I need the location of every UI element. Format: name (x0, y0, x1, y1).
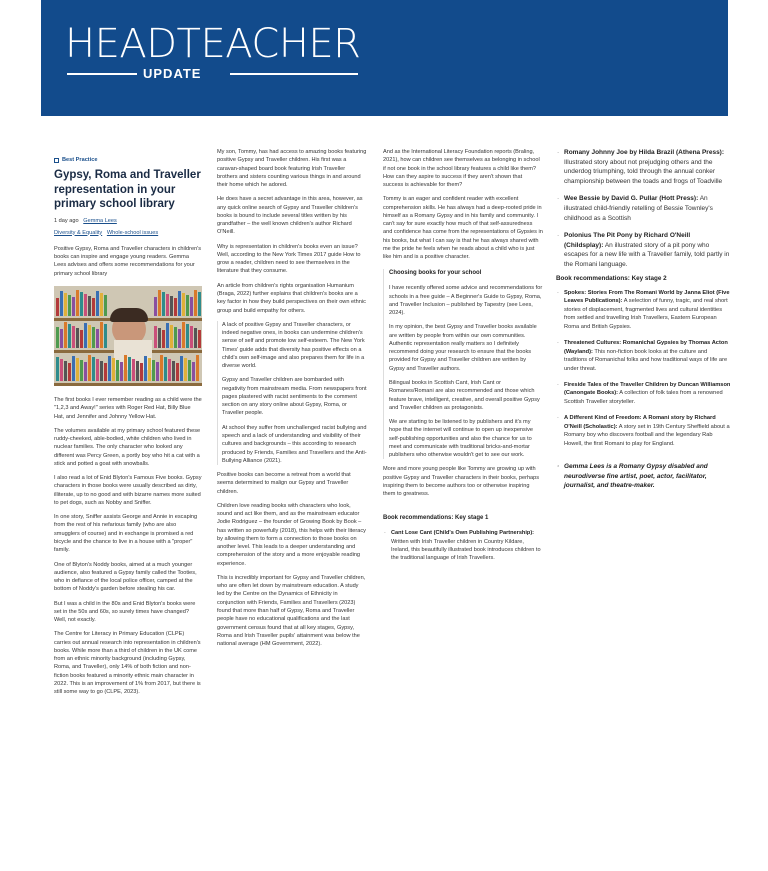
book-spine (170, 325, 173, 348)
book-title: Threatened Cultures: Romanichal Gypsies by Thomas Acton (Wayland): (564, 340, 728, 355)
paragraph: The Centre for Literacy in Primary Education (CLPE) carries out annual research into representation in children's books. While more than a third of children in the UK come from an ethnic minority background (including Gypsy, Roma, and Traveller), only 14% of both fiction and non-fiction books featured a minority ethnic main character in 2022. This is an improvement of 1% from 2017, but there is still some way to go (CLPE, 2023). (54, 631, 201, 696)
book-spine (162, 292, 165, 316)
book-description: An illustrated story of a pit pony who escapes for a new life with a Traveller family, told partly in the Romani language. (564, 241, 730, 269)
paragraph: My son, Tommy, has had access to amazing books featuring positive Gypsy and Traveller children. His first was a caravan-shaped board book featuring Irish Traveller brothers and sisters counting various things in and around their home which he adored. (217, 149, 367, 189)
book-spine (184, 358, 187, 381)
article-tags (54, 229, 202, 237)
section-heading: Choosing books for your school (389, 270, 482, 277)
paragraph: This is incredibly important for Gypsy and Traveller children, who are often let down by mainstream education. A study led by the Centre on the Dynamics of Ethnicity in conjunction with Friends, Families and Travellers (2023) found that more than half of Gypsy, Roma and Traveller people have no educational qualifications and the last government census found that at all key stages, Gypsy, Roma and Irish Traveller pupils' attainment was below the national average (HM Government, 2022). (217, 574, 366, 648)
book-spine (174, 298, 177, 316)
site-logo-title[interactable]: HEADTEACHER (65, 21, 361, 67)
book-spine (176, 363, 179, 381)
book-spine (166, 323, 169, 348)
book-spine (162, 330, 165, 348)
paragraph: But I was a child in the 80s and Enid Blyton's books were set in the 50s and 60s, so surely times have changed? Well, not exactly. (54, 600, 196, 624)
book-spine (178, 291, 181, 316)
book-spine (190, 326, 193, 348)
paragraph: The first books I ever remember reading as a child were the "1,2,3 and Away!" series with Roger Red Hat, Billy Blue Hat, and Jennifer and Johnny Yellow Hat. (54, 396, 202, 420)
book-spine (88, 325, 91, 348)
book-spine (156, 362, 159, 381)
book-title: Polonius The Pit Pony by Richard O'Neill (Childsplay): (564, 232, 691, 249)
list-item (556, 339, 731, 373)
ks1-list-continued (556, 148, 731, 270)
book-spine (84, 362, 87, 381)
publish-time: 1 day ago (54, 218, 79, 225)
book-spine (64, 293, 67, 316)
book-spine (92, 298, 95, 316)
book-spine (72, 356, 75, 381)
book-spine (100, 322, 103, 348)
article-column-4 (556, 148, 731, 499)
section-heading: Book recommendations: Key stage 1 (383, 515, 489, 522)
list-item (556, 231, 731, 269)
book-spine (116, 360, 119, 381)
paragraph: An article from children's rights organisation Humanium (Braga, 2022) further explains that children's books are a key factor in how they build perspectives on their own ethnic group and build empathy for others. (217, 282, 366, 314)
book-spine (112, 358, 115, 381)
book-spine (88, 355, 91, 381)
section-heading: Book recommendations: Key stage 2 (556, 274, 667, 282)
paragraph: Bilingual books in Scottish Cant, Irish Cant or Romanes/Romani are also recommended and those which feature brave, intelligent, creative, and overall positive Gypsy and Traveller children as protagonists. (389, 379, 540, 411)
book-spine (186, 324, 189, 348)
list-item (556, 414, 731, 448)
author-link[interactable]: Gemma Lees (83, 218, 117, 225)
book-title: Romany Johnny Joe by Hilda Brazil (Athena Press): (564, 149, 725, 156)
book-spine (158, 328, 161, 348)
book-spine (152, 360, 155, 381)
book-description: Written with Irish Traveller children in Country Kildare, Ireland, this beautifully illustrated book introduces children to the traditional language of Irish Travellers. (391, 538, 541, 562)
category-text: Best Practice (62, 157, 98, 163)
bookshelf-plank (54, 383, 202, 386)
book-spine (88, 296, 91, 316)
book-spine (128, 357, 131, 381)
paragraph: We are starting to be listened to by publishers and it's my hope that the internet will continue to open up inexpensive self-publishing opportunities and also the chance for us to meet and communicate with traditional bricks-and-mortar publishers who otherwise wouldn't get to see our work. (389, 419, 533, 459)
logo-rule-right (230, 73, 358, 75)
book-description: A collection of folk tales from a renowned Scottish Traveller storyteller. (564, 390, 723, 405)
book-title: Cant Lose Cant (Child's Own Publishing Partnership): (391, 530, 535, 537)
paragraph: Gypsy and Traveller children are bombarded with negativity from mainstream media. From newspapers front pages plastered with racist sentiments to the comment section on any story online about Gypsy, Roma, or Traveller people. (222, 377, 367, 417)
book-spine (56, 298, 59, 316)
book-description: Illustrated story about not prejudging others and the underdog triumphing, told through the annual conker championship between the toads and frogs of Toadville (564, 158, 723, 185)
tag-link-whole-school[interactable]: Whole-school issues (106, 229, 159, 236)
choosing-books-section (383, 269, 543, 459)
paragraph: Tommy is an eager and confident reader with excellent comprehension skills. He has always had a deep-rooted pride in himself as a Romany Gypsy and in his family and community. I can't say for sure exactly how much of that self-assuredness and confidence has come from the representations of Gypsies in his books, but what I can say is that he has always shared with me the pride he feels when he reads about a child who is just like him and is a positive character. (383, 196, 543, 261)
ks2-list (556, 289, 731, 448)
book-spine (192, 362, 195, 381)
book-spine (154, 326, 157, 348)
book-spine (124, 355, 127, 381)
paragraph: More and more young people like Tommy are growing up with positive Gypsy and Traveller characters in their books, perhaps inspiring them to become authors too or otherwise inspiring them to greatness. (383, 466, 540, 498)
article-lead: Positive Gypsy, Roma and Traveller characters in children's books can inspire and engage young readers. Gemma Lees advises and offers some recommendations for your primary school library (54, 245, 202, 277)
paragraph: I also read a lot of Enid Blyton's Famous Five books. Gypsy characters in those books were usually described as dirty, illiterate, up to no good and with bizarre names more suited to pet dogs, such as Nobby and Sniffer. (54, 475, 202, 506)
book-spine (80, 292, 83, 316)
paragraph: I have recently offered some advice and recommendations for schools in a free guide – A Beginner's Guide to Gypsy, Roma, and Traveller Inclusion – published by Tapestry (see Lees, 2024). (389, 285, 543, 317)
book-spine (136, 361, 139, 381)
book-spine (132, 359, 135, 381)
book-spine (190, 297, 193, 316)
book-spine (140, 363, 143, 381)
category-label[interactable] (54, 156, 202, 164)
book-spine (96, 359, 99, 381)
book-spine (76, 290, 79, 316)
paragraph: The volumes available at my primary school featured these ruddy-cheeked, able-bodied, white children who lived in nuclear families. The only character who looked any different was Percy Green, a portly boy who hit a cat with a stick and potted a goat with snowballs. (54, 427, 201, 467)
list-item (383, 529, 543, 562)
book-spine (154, 297, 157, 316)
book-spine (148, 358, 151, 381)
tag-link-diversity[interactable]: Diversity & Equality (54, 229, 103, 236)
paragraph: In one story, Sniffer assists George and Annie in escaping from the rest of his nefarious family (who are also smugglers of course) and in exchange is promised a red bicycle and the chance to live in a house with a "proper" family. (54, 514, 198, 554)
book-spine (198, 330, 201, 348)
book-title: Fireside Tales of the Traveller Children by Duncan Williamson (Canongate Books): (564, 381, 731, 397)
list-item (556, 148, 731, 186)
book-spine (64, 361, 67, 381)
article-photo (54, 286, 202, 386)
list-item (556, 381, 731, 406)
book-description: A story set in 19th Century Sheffield about a Romany boy who discovers football and the legendary Rab Howell, the first Romani to play for England. (564, 423, 730, 447)
book-spine (144, 356, 147, 381)
book-spine (64, 322, 67, 348)
book-spine (68, 363, 71, 381)
article-column-1 (54, 148, 202, 702)
ks1-list (383, 529, 543, 562)
book-spine (60, 359, 63, 381)
book-spine (56, 357, 59, 381)
calendar-icon (54, 158, 59, 163)
book-spine (188, 360, 191, 381)
book-spine (182, 322, 185, 348)
book-spine (92, 327, 95, 348)
paragraph: In my opinion, the best Gypsy and Traveller books available are written by people from within our own communities. Authentic representation really matters so I definitely recommend doing your research to ensure that the books provided for Gypsy and Traveller children are written by Gypsy and Traveller authors. (389, 324, 537, 372)
book-spine (164, 357, 167, 381)
book-spine (180, 356, 183, 381)
book-spine (80, 360, 83, 381)
book-spine (178, 329, 181, 348)
book-spine (72, 297, 75, 316)
book-spine (56, 327, 59, 348)
book-spine (104, 363, 107, 381)
article-title: Gypsy, Roma and Traveller representation in your primary school library (54, 169, 201, 211)
list-item (556, 194, 731, 223)
book-spine (84, 323, 87, 348)
book-spine (68, 324, 71, 348)
book-spine (104, 295, 107, 316)
masthead-banner (41, 0, 728, 116)
book-spine (160, 355, 163, 381)
book-spine (170, 296, 173, 316)
book-spine (92, 357, 95, 381)
book-spine (96, 329, 99, 348)
site-logo-subtitle: UPDATE (143, 66, 202, 81)
book-description: This non-fiction book looks at the culture and traditions of Romanichal folks and how traditional ways of life are under threat. (564, 348, 728, 372)
book-spine (158, 290, 161, 316)
book-description: An illustrated child-friendly retelling of Bessie Townley's childhood as a Scottish (564, 195, 713, 222)
book-spine (194, 290, 197, 316)
book-spine (96, 291, 99, 316)
book-title: Wee Bessie by David G. Pullar (Hott Press): (564, 195, 699, 203)
book-spine (194, 328, 197, 348)
article-column-2 (217, 148, 367, 654)
book-spine (68, 295, 71, 316)
paragraph: One of Blyton's Noddy books, aimed at a much younger audience, also featured a Gypsy family called the Tooties, who in defiance of the local police officer, camped at the bottom of Noddy's garden before stealing his car. (54, 561, 197, 593)
logo-rule-left (67, 73, 137, 75)
book-spine (76, 328, 79, 348)
paragraph: Positive books can become a retreat from a world that seems determined to malign our Gypsy and Traveller children. (217, 472, 351, 495)
book-spine (172, 361, 175, 381)
paragraph: Why is representation in children's books even an issue? Well, according to the New York Times 2017 guide How to grow a reader, children need to see themselves in the literature that they consume. (217, 243, 361, 275)
book-spine (76, 358, 79, 381)
article-column-3 (383, 148, 543, 568)
book-spine (174, 327, 177, 348)
paragraph: A lack of positive Gypsy and Traveller characters, or indeed negative ones, in books can undermine children's sense of self and promote low self-esteem. The New York Times' guide adds that diversity has positive effects on a child's own self-image and also prepares them for life in a diverse world. (222, 321, 365, 370)
book-spine (100, 293, 103, 316)
book-spine (72, 326, 75, 348)
indented-block (217, 321, 367, 465)
book-spine (168, 359, 171, 381)
book-spine (166, 294, 169, 316)
book-spine (104, 324, 107, 348)
book-spine (60, 329, 63, 348)
book-spine (84, 294, 87, 316)
paragraph: At school they suffer from unchallenged racist bullying and speech and a lack of understanding and visibility of their cultures and backgrounds – this according to research produced by Friends, Families and Travellers and the Anti-Bullying Alliance (2021). (222, 424, 367, 464)
author-bio-list (556, 462, 731, 491)
book-spine (60, 291, 63, 316)
book-spine (198, 292, 201, 316)
book-spine (108, 356, 111, 381)
book-spine (182, 293, 185, 316)
book-spine (120, 362, 123, 381)
book-spine (100, 361, 103, 381)
paragraph: Children love reading books with characters who look, sound and act like them, and as the mainstream educator Jodie Rodriguez – the founder of Growing Book by Book – has written so powerfully (2018), this helps with their literacy by allowing them to form a connection to those books on another level. This leads to a deeper understanding and comprehension of the story and a more enjoyable reading experience. (217, 502, 366, 567)
book-spine (80, 330, 83, 348)
article-meta (54, 217, 202, 225)
book-title: A Different Kind of Freedom: A Romani story by Richard O'Neill (Scholastic): (564, 415, 716, 430)
book-description: A selection of funny, tragic, and real short stories of displacement, fragmented lives and cultural identities from settled and travelling Irish Travellers, Eastern European Roma and British Gypsies. (564, 298, 728, 330)
list-item (556, 289, 731, 331)
author-bio: · Gemma Lees is a Romany Gypsy disabled and neurodiverse fine artist, poet, actor, facilitator, journalist, and theatre-maker. (556, 462, 731, 491)
paragraph: And as the International Literacy Foundation reports (Braling, 2021), how can children see themselves as belonging in school if not one book in the school library features a child like them? How can they aspire to success if they aren't shown that success is achievable for them? (383, 149, 540, 189)
book-spine (186, 295, 189, 316)
child-hair (110, 308, 148, 322)
book-spine (196, 355, 199, 381)
book-title: Spokes: Stories From The Romani World by Janna Eliot (Five Leaves Publications): (564, 290, 730, 305)
paragraph: He does have a secret advantage in this area, however, as any quick online search of Gypsy and Traveller children's books is bound to include several titles written by his grandfather – the well known children's author Richard O'Neill. (217, 196, 363, 236)
